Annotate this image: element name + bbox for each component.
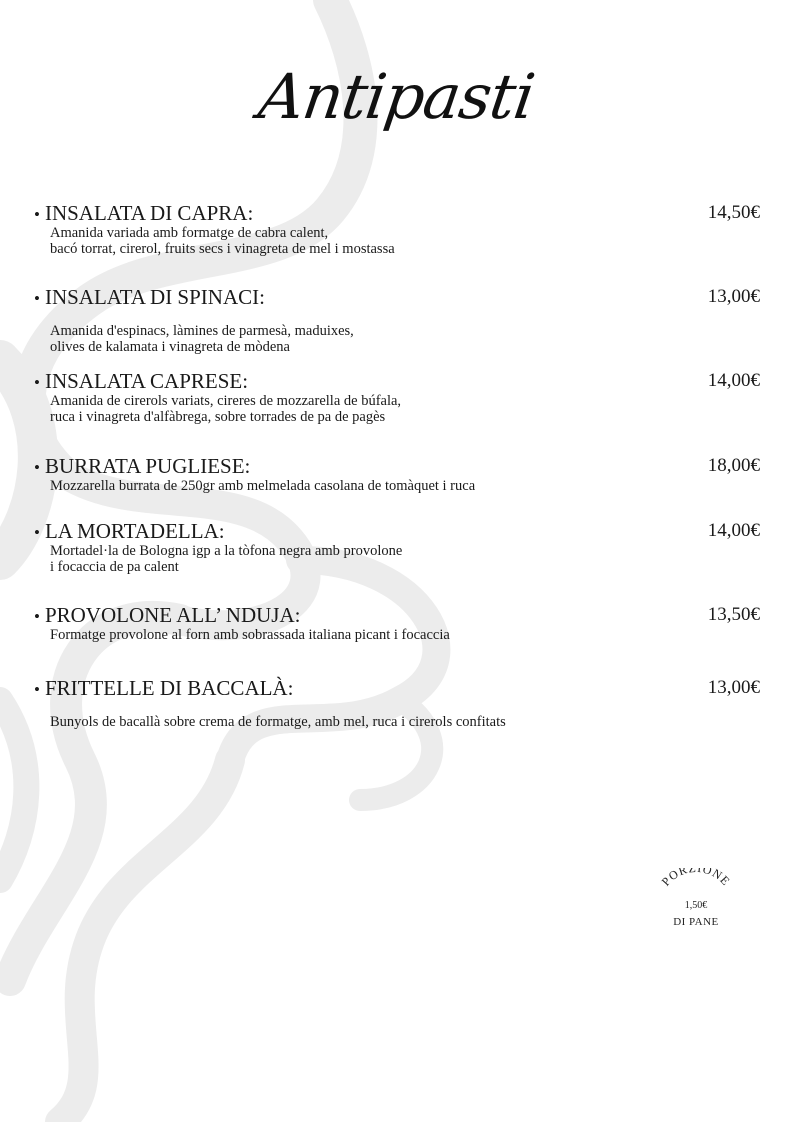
badge-price: 1,50€ [684, 900, 708, 911]
menu-item-description-line: Amanida d'espinacs, làmines de parmesà, maduixes, [50, 323, 354, 339]
menu-item-description-line: bacó torrat, cirerol, fruits secs i vinagreta de mel i mostassa [50, 241, 395, 257]
bullet-icon: • [34, 458, 40, 477]
badge-subtitle: DI PANE [673, 916, 719, 928]
menu-item-price: 14,00€ [707, 520, 760, 541]
menu-item-description-line: ruca i vinagreta d'alfàbrega, sobre torrades de pa de pagès [50, 409, 386, 425]
bullet-icon: • [34, 373, 40, 392]
menu-item-price: 14,50€ [707, 202, 760, 223]
bullet-icon: • [34, 205, 40, 224]
menu-item-description-line: Amanida variada amb formatge de cabra calent, [50, 225, 329, 241]
menu-item-description-line: olives de kalamata i vinagreta de mòdena [50, 339, 290, 355]
menu-item-name: • BURRATA PUGLIESE: [34, 454, 251, 478]
menu-item-description-line: Mortadel·la de Bologna igp a la tòfona negra amb provolone [50, 543, 403, 559]
menu-item-description-line: Bunyols de bacallà sobre crema de formatge, amb mel, ruca i cirerols confitats [50, 714, 506, 730]
menu-item [34, 285, 760, 355]
menu-item [34, 603, 760, 643]
menu-item-name: • INSALATA DI SPINACI: [34, 285, 265, 309]
menu-item [34, 519, 760, 575]
bullet-icon: • [34, 680, 40, 699]
page-title: Antipasti [254, 60, 539, 133]
menu-item-name: • INSALATA CAPRESE: [34, 369, 249, 393]
menu-item [34, 676, 760, 730]
menu-item [34, 369, 760, 425]
menu-item-description-line: Formatge provolone al forn amb sobrassada italiana picant i focaccia [50, 627, 450, 643]
bread-portion-badge [646, 868, 746, 938]
menu-item-description-line: i focaccia de pa calent [50, 559, 179, 575]
menu-item-name: • FRITTELLE DI BACCALÀ: [34, 676, 294, 700]
menu-item-price: 13,00€ [707, 286, 760, 307]
menu-item-description-line: Amanida de cirerols variats, cireres de mozzarella de búfala, [50, 393, 402, 409]
menu-item-name: • INSALATA DI CAPRA: [34, 201, 254, 225]
menu-item [34, 454, 760, 494]
menu-item [34, 201, 760, 257]
menu-item-price: 18,00€ [707, 455, 760, 476]
menu-item-description-line: Mozzarella burrata de 250gr amb melmelada casolana de tomàquet i ruca [50, 478, 476, 494]
bullet-icon: • [34, 523, 40, 542]
menu-item-price: 13,00€ [707, 677, 760, 698]
bullet-icon: • [34, 607, 40, 626]
menu-item-price: 13,50€ [707, 604, 760, 625]
bullet-icon: • [34, 289, 40, 308]
menu-item-name: • PROVOLONE ALL’ NDUJA: [34, 603, 301, 627]
menu-item-price: 14,00€ [707, 370, 760, 391]
svg-text:PORZIONE: PORZIONE [658, 868, 734, 889]
menu-item-name: • LA MORTADELLA: [34, 519, 225, 543]
